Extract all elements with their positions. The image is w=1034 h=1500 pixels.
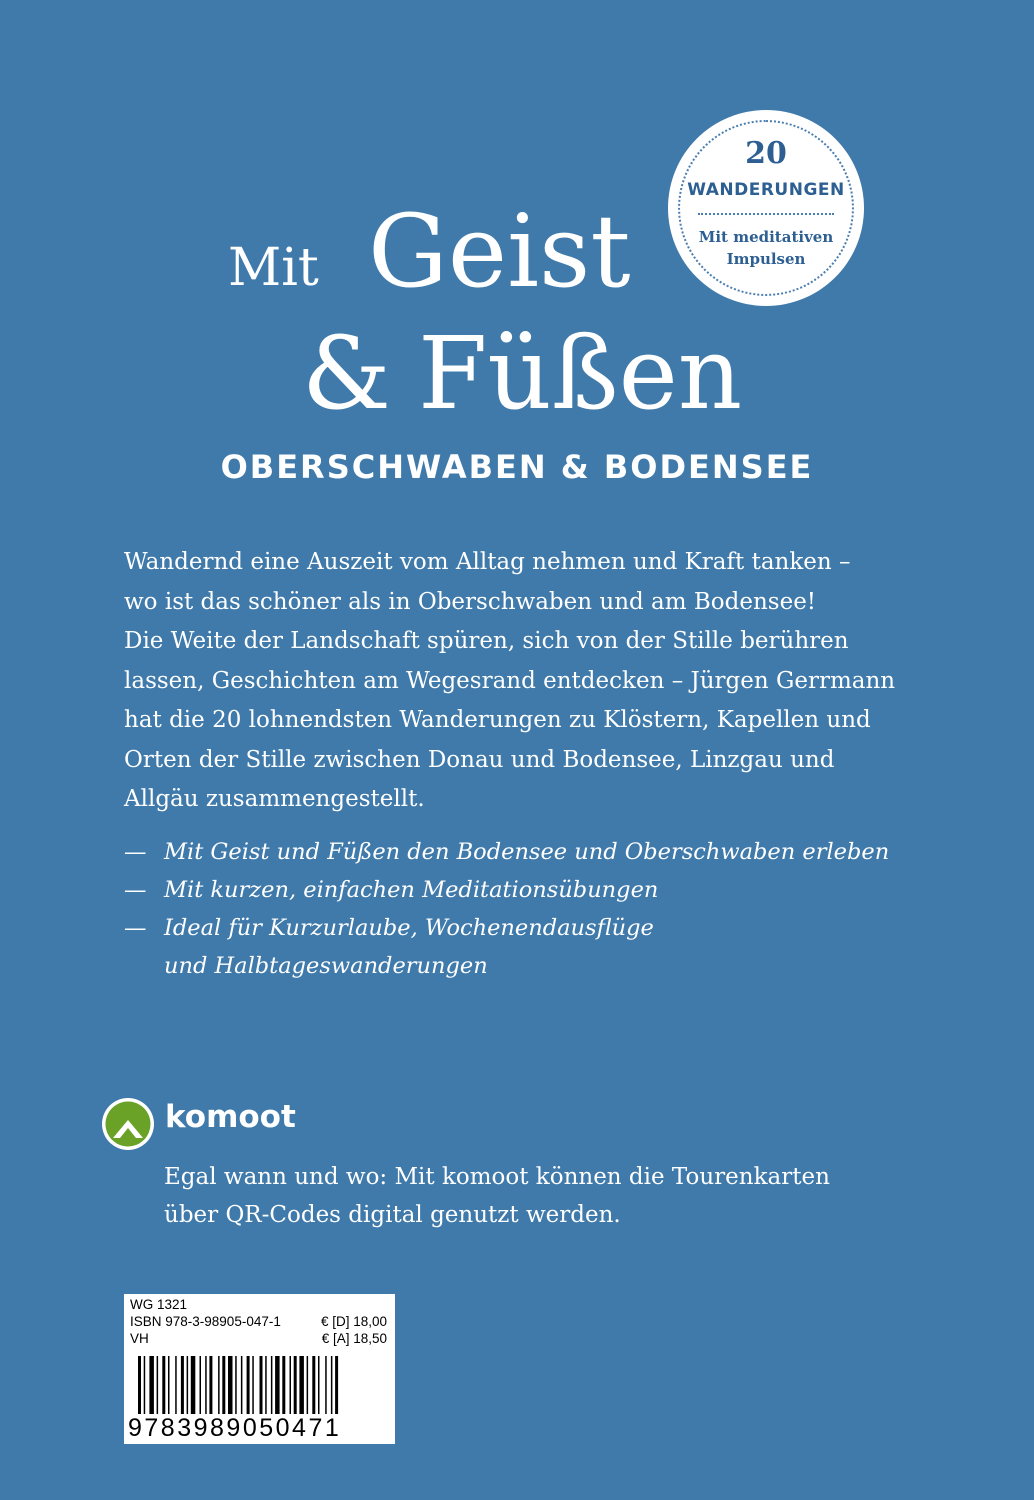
bullet-dash: — bbox=[124, 877, 147, 903]
blurb-line: hat die 20 lohnendsten Wanderungen zu Klöstern, Kapellen und bbox=[124, 707, 871, 733]
komoot-logo-icon bbox=[101, 1097, 155, 1151]
blurb-text bbox=[124, 543, 924, 820]
feature-text: und Halbtageswanderungen bbox=[164, 953, 488, 979]
blurb-line: lassen, Geschichten am Wegesrand entdecken – Jürgen Gerrmann bbox=[124, 667, 896, 694]
badge-divider bbox=[698, 213, 834, 215]
blurb-line: Die Weite der Landschaft spüren, sich von der Stille berühren bbox=[124, 628, 849, 654]
isbn-number: ISBN 978-3-98905-047-1 bbox=[130, 1314, 281, 1329]
blurb-line: Wandernd eine Auszeit vom Alltag nehmen und Kraft tanken – bbox=[124, 549, 851, 575]
badge-label: WANDERUNGEN bbox=[687, 180, 845, 200]
price-germany: € [D] 18,00 bbox=[320, 1314, 387, 1329]
blurb-line: Orten der Stille zwischen Donau und Bodensee, Linzgau und bbox=[124, 746, 835, 773]
barcode-row bbox=[130, 1297, 387, 1313]
feature-item bbox=[124, 871, 944, 909]
book-subtitle: OBERSCHWABEN & BODENSEE bbox=[220, 448, 814, 486]
barcode-bars bbox=[138, 1356, 384, 1414]
price-austria: € [A] 18,50 bbox=[321, 1331, 387, 1346]
feature-item bbox=[124, 833, 944, 871]
blurb-line: Allgäu zusammengestellt. bbox=[124, 786, 425, 812]
badge-number: 20 bbox=[745, 136, 787, 171]
feature-item bbox=[124, 909, 944, 947]
feature-text: Ideal für Kurzurlaube, Wochenendausflüge bbox=[164, 915, 654, 941]
product-code: WG 1321 bbox=[130, 1297, 188, 1312]
badge-subtitle bbox=[686, 226, 846, 270]
komoot-description-line: Egal wann und wo: Mit komoot können die Tourenkarten bbox=[164, 1164, 830, 1190]
feature-list bbox=[124, 833, 944, 985]
title-ampersand: & bbox=[302, 315, 392, 432]
komoot-description bbox=[164, 1158, 904, 1234]
bullet-dash: — bbox=[124, 915, 147, 941]
barcode-row bbox=[130, 1314, 387, 1330]
komoot-wordmark: komoot bbox=[165, 1099, 296, 1135]
title-word-mit: Mit bbox=[228, 238, 319, 298]
hike-count-badge bbox=[668, 110, 864, 306]
badge-subtitle-line: Mit meditativen bbox=[698, 228, 834, 246]
title-word-fuessen: Füßen bbox=[418, 315, 743, 432]
bullet-dash: — bbox=[124, 839, 147, 865]
title-word-geist: Geist bbox=[368, 193, 631, 310]
publisher-code: VH bbox=[130, 1331, 149, 1346]
blurb-line: wo ist das schöner als in Oberschwaben und am Bodensee! bbox=[124, 588, 817, 615]
feature-text: Mit kurzen, einfachen Meditationsübungen bbox=[164, 877, 659, 903]
barcode-row bbox=[130, 1331, 387, 1347]
badge-subtitle-line: Impulsen bbox=[726, 250, 806, 268]
feature-text: Mit Geist und Füßen den Bodensee und Oberschwaben erleben bbox=[164, 839, 890, 865]
barcode-digits: 9783989050471 bbox=[128, 1414, 342, 1442]
komoot-description-line: über QR-Codes digital genutzt werden. bbox=[164, 1202, 621, 1228]
feature-item-continuation bbox=[124, 947, 944, 985]
isbn-barcode-label bbox=[124, 1294, 395, 1444]
